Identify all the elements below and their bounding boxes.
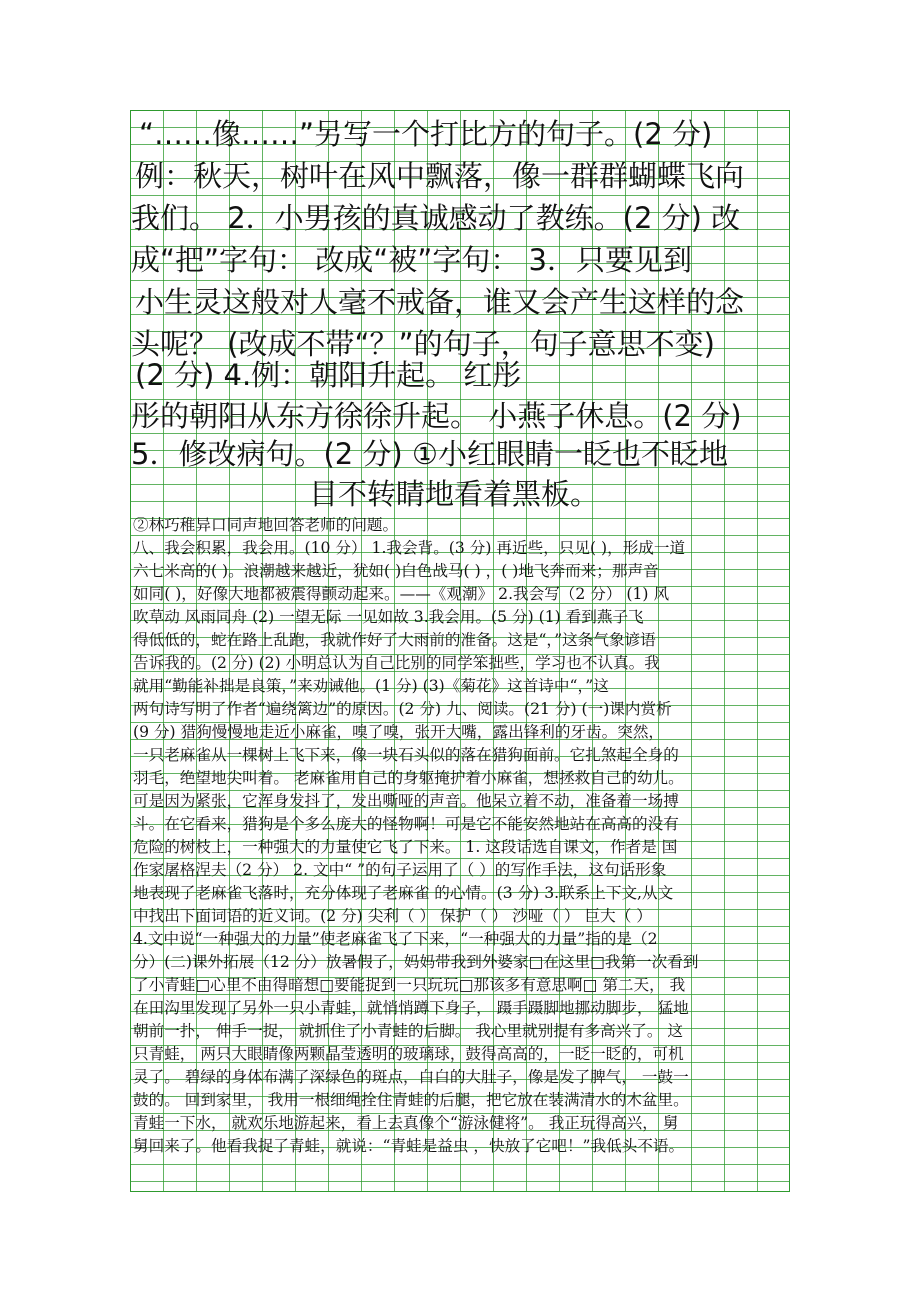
text-line-5: 小生灵这般对人毫不戒备，谁又会产生这样的念: [135, 285, 745, 319]
small-line-4: 如同( )，好像大地都被震得颤动起来。——《观潮》 2.我会写（2 分） (1) 风: [133, 585, 670, 603]
small-line-10: (9 分) 猎狗慢慢地走近小麻雀，嗅了嗅，张开大嘴，露出锋利的牙齿。突然，: [133, 723, 665, 741]
small-line-26: 鼓的。 回到家里， 我用一根细绳拴住青蛙的后腿，把它放在装满清水的木盆里。: [133, 1091, 689, 1109]
small-line-25: 灵了。 碧绿的身体布满了深绿色的斑点，白白的大肚子，像是发了脾气， 一鼓一: [133, 1068, 689, 1086]
small-line-11: 一只老麻雀从一棵树上飞下来，像一块石头似的落在猎狗面前。它扎煞起全身的: [133, 746, 679, 764]
small-line-24: 只青蛙， 两只大眼睛像两颗晶莹透明的玻璃球，鼓得高高的，一眨一眨的，可机: [133, 1045, 684, 1063]
small-line-19: 4.文中说“一种强大的力量”使老麻雀飞了下来，“一种强大的力量”指的是（2: [133, 930, 658, 948]
text-line-3: 我们。 2．小男孩的真诚感动了教练。(2 分) 改: [131, 201, 741, 235]
text-line-8: 彤的朝阳从东方徐徐升起。 小燕子休息。(2 分): [131, 399, 742, 433]
text-line-9: 5．修改病句。(2 分) ①小红眼睛一眨也不眨地: [131, 437, 728, 471]
small-line-9: 两句诗写明了作者“遍绕篱边”的原因。(2 分) 九、阅读。(21 分) (一)课内赏析: [133, 700, 672, 718]
small-line-13: 可是因为紧张，它浑身发抖了，发出嘶哑的声音。他呆立着不动，准备着一场搏: [133, 792, 679, 810]
small-line-18: 中找出下面词语的近义词。(2 分) 尖利（ ） 保护（ ） 沙哑（ ） 巨大（ ）: [133, 907, 652, 925]
small-line-8: 就用“勤能补拙是良策，”来劝诫他。(1 分) (3)《菊花》这首诗中“，”这: [133, 677, 609, 695]
text-line-7: (2 分) 4.例：朝阳升起。 红彤: [135, 358, 522, 392]
text-line-2: 例：秋天，树叶在风中飘落，像一群群蝴蝶飞向: [135, 159, 745, 193]
text-line-1: “……像……”另写一个打比方的句子。(2 分): [139, 117, 713, 151]
small-line-27: 青蛙一下水， 就欢乐地游起来，看上去真像个“游泳健将”。 我正玩得高兴， 舅: [133, 1114, 679, 1132]
small-line-17: 地表现了老麻雀飞落时，充分体现了老麻雀 的心情。(3 分) 3.联系上下文,从文: [133, 884, 674, 902]
small-line-7: 告诉我的。(2 分) (2) 小明总认为自己比别的同学笨拙些，学习也不认真。我: [133, 654, 660, 672]
small-line-2: 八、我会积累，我会用。(10 分） 1.我会背。(3 分) 再近些，只见( )，形成一道: [133, 539, 686, 557]
worksheet-grid-page: [130, 110, 790, 1192]
small-line-16: 作家屠格涅夫（2 分） 2. 文中“ ”的句子运用了（ ）的写作手法，这句话形象: [133, 861, 667, 879]
small-line-5: 吹草动 风雨同舟 (2) 一望无际 一见如故 3.我会用。(5 分) (1) 看到燕子飞: [133, 608, 644, 626]
small-line-22: 在田沟里发现了另外一只小青蛙，就悄悄蹲下身子， 蹑手蹑脚地挪动脚步， 猛地: [133, 999, 689, 1017]
small-line-3: 六七米高的( )。浪潮越来越近，犹如( )白色战马( ) ，( )地飞奔而来；那声音: [133, 562, 659, 580]
small-line-6: 得低低的，蛇在路上乱跑，我就作好了大雨前的准备。这是“，”这条气象谚语: [133, 631, 656, 649]
text-line-6: 头呢？ (改成不带“？”的句子，句子意思不变): [131, 327, 715, 361]
text-line-4: 成“把”字句： 改成“被”字句： 3．只要见到: [131, 243, 692, 277]
small-line-20: 分）(二)课外拓展（12 分）放暑假了，妈妈带我到外婆家□在这里□我第一次看到: [133, 953, 699, 971]
text-line-10: 目不转睛地看着黑板。: [309, 477, 600, 511]
small-line-28: 舅回来了。他看我捉了青蛙，就说：“青蛙是益虫 ，快放了它吧！”我低头不语。: [133, 1137, 685, 1155]
small-line-15: 危险的树枝上，一种强大的力量使它飞了下来。 1. 这段话选自课文，作者是 国: [133, 838, 678, 856]
small-line-12: 羽毛，绝望地尖叫着。 老麻雀用自己的身躯掩护着小麻雀，想拯救自己的幼儿。: [133, 769, 684, 787]
small-line-1: ②林巧稚异口同声地回答老师的问题。: [133, 516, 399, 534]
small-line-14: 斗。在它看来，猎狗是个多么庞大的怪物啊！可是它不能安然地站在高高的没有: [133, 815, 679, 833]
small-line-21: 了小青蛙□心里不由得暗想□要能捉到一只玩玩□那该多有意思啊□ 第二天， 我: [133, 976, 686, 994]
small-line-23: 朝前一扑， 伸手一捉， 就抓住了小青蛙的后脚。 我心里就别提有多高兴了。 这: [133, 1022, 684, 1040]
